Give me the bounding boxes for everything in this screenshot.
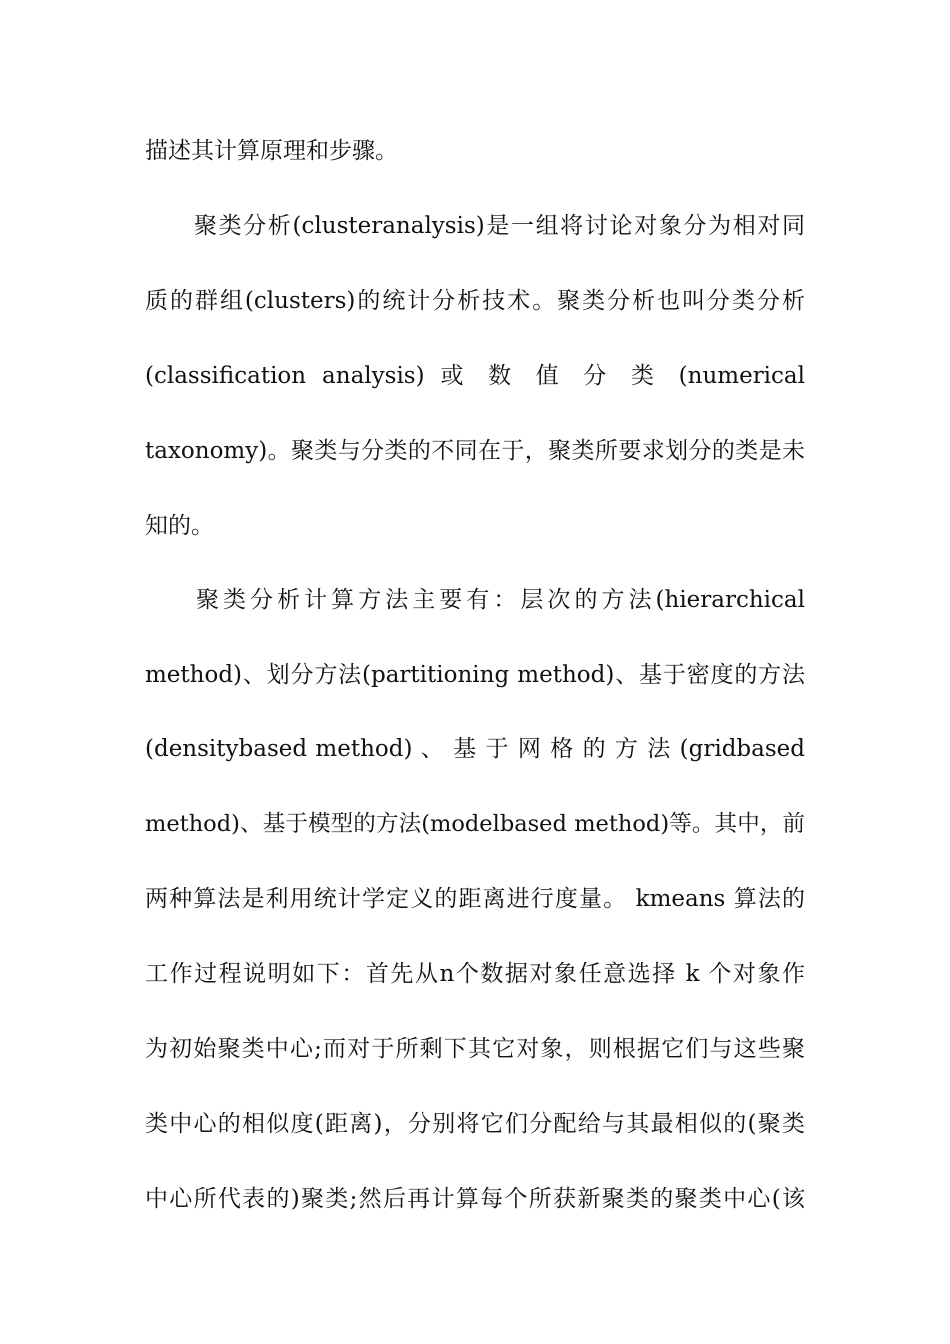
text-line: 工作过程说明如下：首先从n个数据对象任意选择 k 个对象作	[145, 961, 805, 987]
text-line: 知的。	[145, 513, 214, 539]
text-line: 类中心的相似度(距离)，分别将它们分配给与其最相似的(聚类	[145, 1111, 805, 1137]
text-line: (densitybased method) 、 基 于 网 格 的 方 法 (gridbased	[145, 736, 805, 762]
text-line: 质的群组(clusters)的统计分析技术。聚类分析也叫分类分析	[145, 288, 805, 314]
text-line: 聚类分析(clusteranalysis)是一组将讨论对象分为相对同	[194, 213, 805, 239]
text-line: method)、划分方法(partitioning method)、基于密度的方法	[145, 662, 805, 688]
text-line: 描述其计算原理和步骤。	[145, 138, 398, 164]
text-line: 两种算法是利用统计学定义的距离进行度量。 kmeans 算法的	[145, 886, 805, 912]
text-line: 聚类分析计算方法主要有：层次的方法(hierarchical	[196, 587, 805, 613]
text-line: 中心所代表的)聚类;然后再计算每个所获新聚类的聚类中心(该	[145, 1186, 805, 1212]
text-line: taxonomy)。聚类与分类的不同在于，聚类所要求划分的类是未	[145, 438, 805, 464]
text-line: method)、基于模型的方法(modelbased method)等。其中，前	[145, 811, 805, 837]
text-line: 为初始聚类中心;而对于所剩下其它对象，则根据它们与这些聚	[145, 1036, 805, 1062]
text-line: (classification analysis) 或 数 值 分 类 (numerical	[145, 363, 805, 389]
